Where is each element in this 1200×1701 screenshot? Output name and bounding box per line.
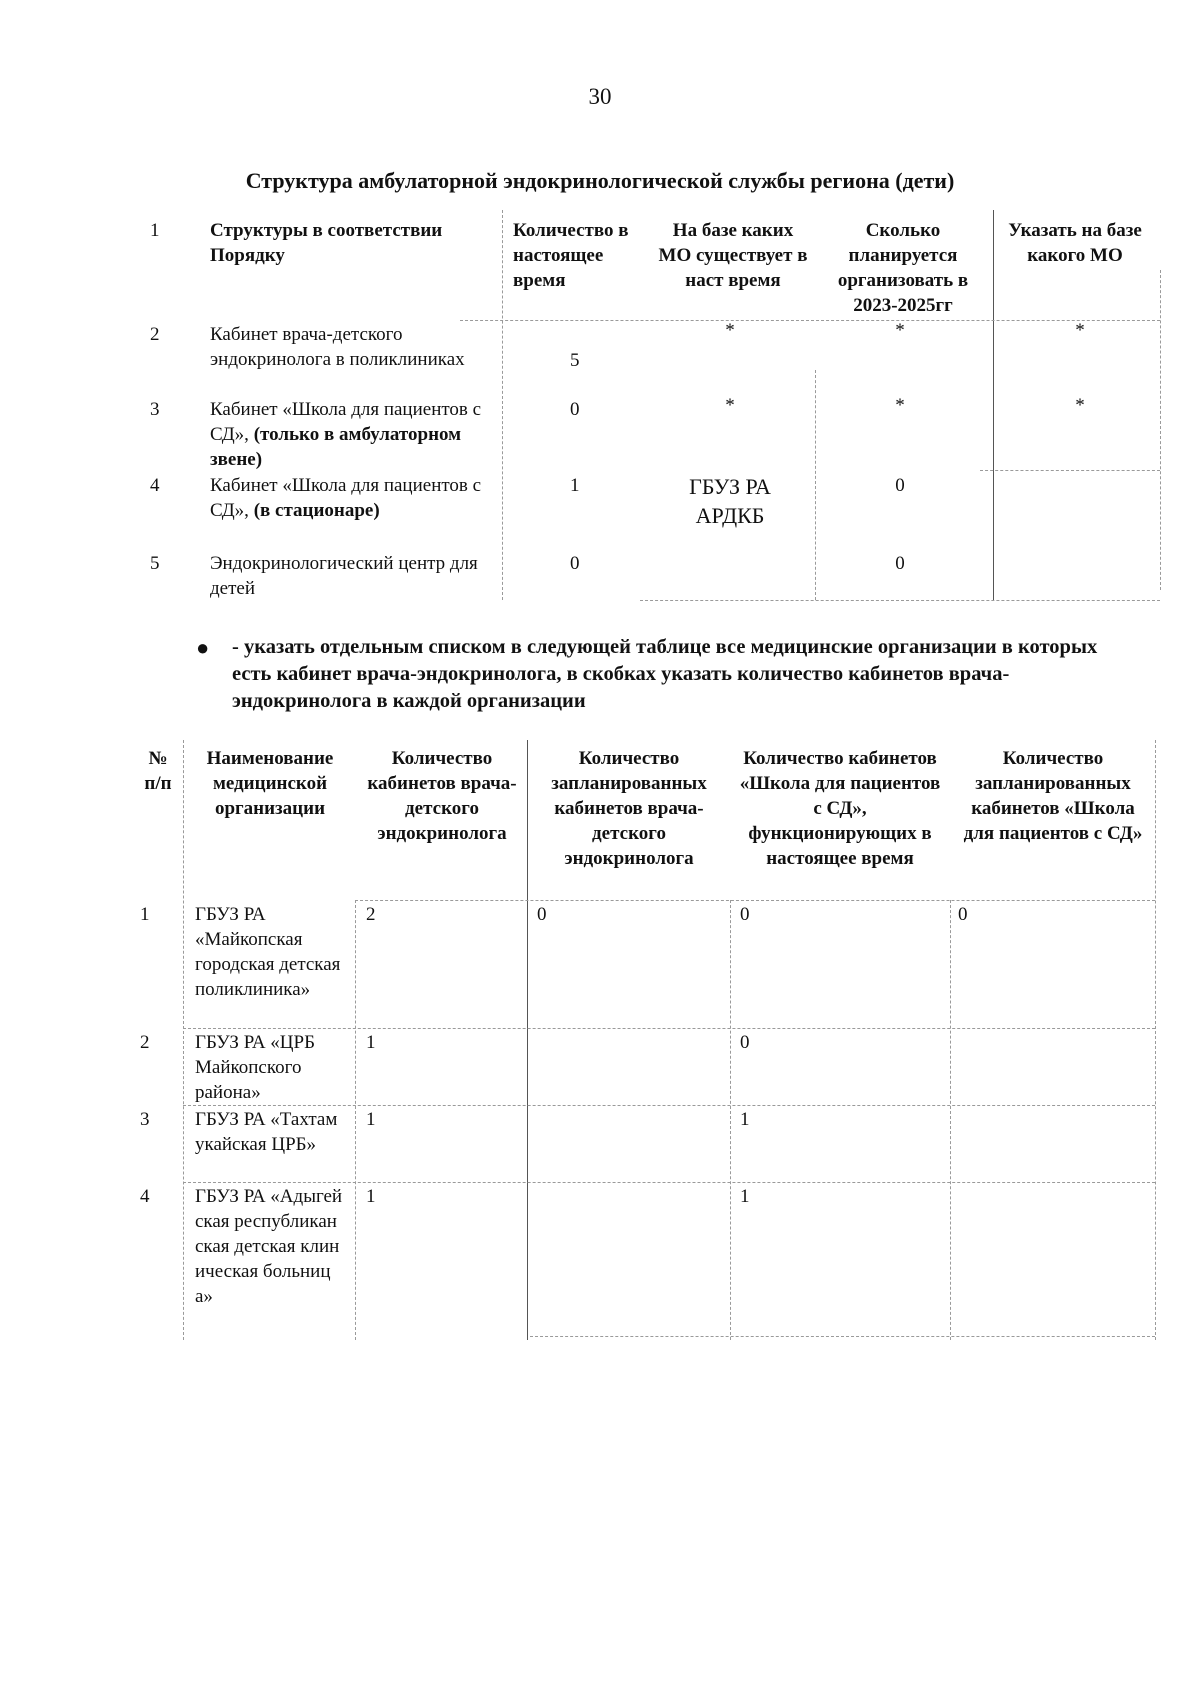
- row-school-planned: 0: [958, 904, 968, 925]
- table2-row-line: [183, 1028, 1155, 1029]
- row-structure-note: (только в амбулаторном звене): [210, 424, 462, 470]
- header-school-planned: Количество запланированных кабинетов «Школа для пациентов с СД»: [963, 748, 1143, 844]
- row-school-count: 1: [740, 1109, 750, 1130]
- table2-divider: [183, 740, 184, 1340]
- row-structure: [210, 473, 490, 523]
- row-base-mo: *: [725, 320, 735, 341]
- row-num: 4: [150, 475, 160, 496]
- row-school-count: 0: [740, 904, 750, 925]
- table2-divider: [950, 900, 951, 1340]
- row-num: 3: [140, 1109, 150, 1130]
- table2-divider: [1155, 740, 1156, 1340]
- bullet-icon: ●: [196, 635, 210, 660]
- header-base-mo: На базе каких МО существует в наст время: [658, 220, 808, 291]
- row-org: ГБУЗ РА «Майкопская городская детская поликлиника»: [195, 904, 341, 1000]
- header-planned: Сколько планируется организовать в 2023-2025гг: [837, 220, 969, 316]
- row-structure: Кабинет врача-детского эндокринолога в поликлиниках: [210, 324, 465, 370]
- table1-divider: [993, 210, 994, 600]
- row-planned: *: [895, 320, 905, 341]
- row-num: 2: [150, 324, 160, 345]
- row-planned: 0: [895, 475, 905, 496]
- row-planned-mo: *: [1075, 320, 1085, 341]
- row-num: 3: [150, 399, 160, 420]
- row-school-count: 0: [740, 1032, 750, 1053]
- row-school-count: 1: [740, 1186, 750, 1207]
- header-endo-count: Количество кабинетов врача-детского эндокринолога: [367, 748, 517, 844]
- page-number: 30: [588, 84, 612, 109]
- table2-row-line: [355, 900, 1155, 901]
- row-count-now: 0: [570, 399, 580, 420]
- row-endo-planned: 0: [537, 904, 547, 925]
- row-structure-text: Кабинет «Школа для пациентов с СД»,: [210, 399, 482, 445]
- row-base-mo: ГБУЗ РА АРДКБ: [689, 474, 771, 528]
- table1-divider: [1160, 270, 1161, 590]
- table2-row-line: [183, 1182, 1155, 1183]
- row-org: ГБУЗ РА «ЦРБ Майкопского района»: [195, 1032, 316, 1103]
- header-planned-mo: Указать на базе какого МО: [1008, 220, 1142, 266]
- header-num: № п/п: [144, 748, 172, 794]
- table2-divider: [730, 900, 731, 1340]
- table2-divider: [527, 740, 528, 1340]
- table2-row-line: [530, 1336, 1155, 1337]
- row-endo-count: 1: [366, 1186, 376, 1207]
- header-org: Наименование медицинской организации: [206, 748, 334, 819]
- row-structure-note: (в стационаре): [253, 500, 380, 521]
- row-base-mo: *: [725, 395, 735, 416]
- document-title: Структура амбулаторной эндокринологической службы региона (дети): [245, 168, 955, 193]
- row-planned-mo: *: [1075, 395, 1085, 416]
- row-num: 2: [140, 1032, 150, 1053]
- table2-row-line: [183, 1105, 1155, 1106]
- row-count-now: 5: [570, 350, 580, 371]
- row-structure: [210, 397, 490, 472]
- header-num: 1: [150, 220, 160, 241]
- table2-divider: [355, 900, 356, 1340]
- row-endo-count: 1: [366, 1109, 376, 1130]
- table1-row-line: [980, 470, 1160, 471]
- row-structure: Эндокринологический центр для детей: [210, 553, 478, 599]
- row-endo-count: 1: [366, 1032, 376, 1053]
- row-org: ГБУЗ РА «Адыгейская республиканская детская клиническая больница»: [195, 1186, 343, 1307]
- row-planned: *: [895, 395, 905, 416]
- row-planned: 0: [895, 553, 905, 574]
- row-endo-count: 2: [366, 904, 376, 925]
- row-num: 4: [140, 1186, 150, 1207]
- header-endo-planned: Количество запланированных кабинетов врача-детского эндокринолога: [551, 748, 707, 869]
- header-structure: Структуры в соответствии Порядку: [210, 220, 443, 266]
- row-num: 1: [140, 904, 150, 925]
- row-org: ГБУЗ РА «Тахтамукайская ЦРБ»: [195, 1109, 338, 1155]
- header-school-count: Количество кабинетов «Школа для пациентов с СД», функционирующих в настоящее время: [739, 748, 941, 869]
- row-num: 5: [150, 553, 160, 574]
- row-count-now: 0: [570, 553, 580, 574]
- row-count-now: 1: [570, 475, 580, 496]
- instruction-note: - указать отдельным списком в следующей таблице все медицинские организации в которых есть кабинет врача-эндокринолога, в скобках указать количество кабинетов врача-эндокринолога в каждой организации: [232, 636, 1098, 712]
- table1-divider: [502, 210, 503, 600]
- header-count-now: Количество в настоящее время: [513, 220, 629, 291]
- row-structure-text: Кабинет «Школа для пациентов с СД»,: [210, 475, 482, 521]
- table1-divider: [815, 370, 816, 600]
- table1-row-line: [640, 600, 1160, 601]
